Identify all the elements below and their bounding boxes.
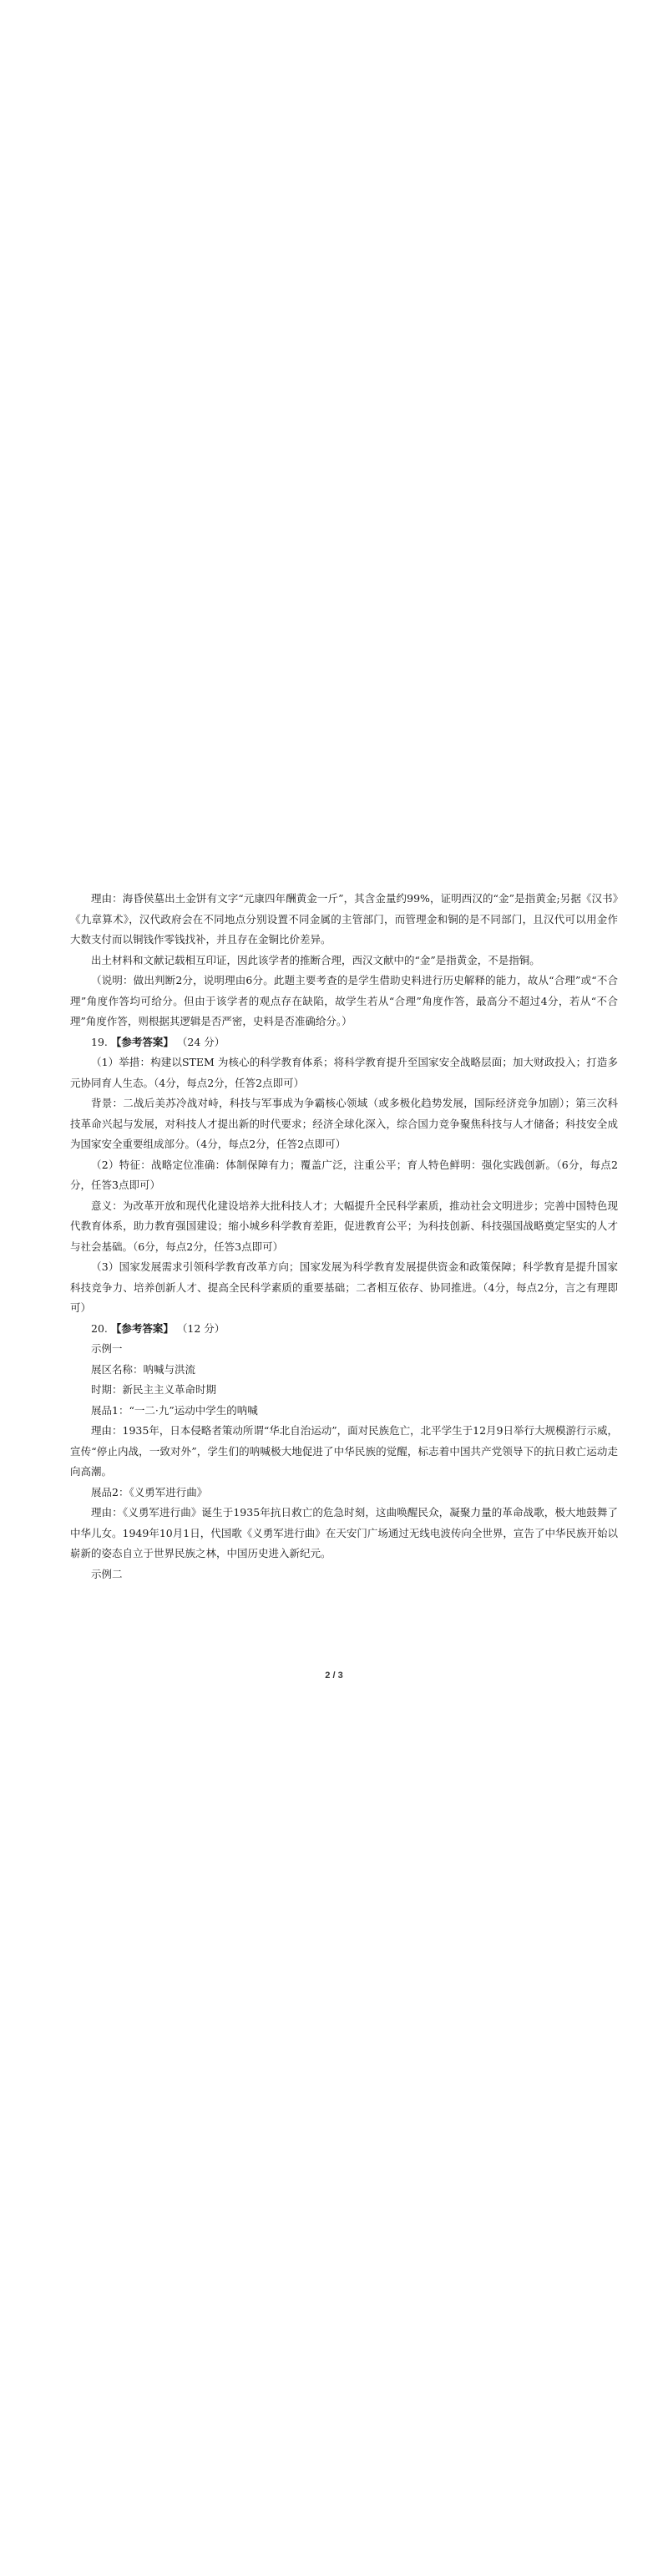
exhibit-1-reason: 理由：1935年，日本侵略者策动所谓“华北自治运动”，面对民族危亡，北平学生于12月9日举行大规模游行示威，宣传“停止内战，一致对外”，学生们的呐喊极大地促进了中华民族的觉醒，标志着中国共产党领导下的抗日救亡运动走向高潮。 — [70, 1424, 618, 1478]
exhibit-2-reason: 理由：《义勇军进行曲》诞生于1935年抗日救亡的危急时刻，这曲唤醒民众，凝聚力量的革命战歌，极大地鼓舞了中华儿女。1949年10月1日，代国歌《义勇军进行曲》在天安门广场通过无线电波传向全世界，宣告了中华民族开始以崭新的姿态自立于世界民族之林，中国历史进入新纪元。 — [70, 1506, 618, 1559]
q19-part2-significance: 意义：为改革开放和现代化建设培养大批科技人才；大幅提升全民科学素质，推动社会文明进步；完善中国特色现代教育体系，助力教育强国建设；缩小城乡科学教育差距，促进教育公平；为科技创新、科技强国战略奠定坚实的人才与社会基础。（6分，每点2分，任答3点即可） — [70, 1199, 618, 1253]
answer-content — [70, 889, 618, 1585]
question-score: （12 分） — [176, 1321, 225, 1335]
exhibit-area-name: 展区名称：呐喊与洪流 — [91, 1362, 196, 1376]
question-19-title — [70, 1032, 618, 1053]
question-score: （24 分） — [176, 1035, 225, 1048]
question-number: 20. — [91, 1321, 108, 1335]
answer-tag: 【参考答案】 — [110, 1321, 174, 1335]
exhibit-1: 展品1：“一二·九”运动中学生的呐喊 — [91, 1403, 258, 1417]
q19-part1-measures: （1）举措：构建以STEM 为核心的科学教育体系；将科学教育提升至国家安全战略层面；加大财政投入；打造多元协同育人生态。（4分，每点2分，任答2点即可） — [70, 1056, 618, 1089]
q19-part2-features: （2）特征：战略定位准确：体制保障有力；覆盖广泛，注重公平；育人特色鲜明：强化实践创新。（6分，每点2分，任答3点即可） — [70, 1158, 618, 1191]
q19-part1-background: 背景：二战后美苏冷战对峙，科技与军事成为争霸核心领域（或多极化趋势发展，国际经济竞争加剧）；第三次科技革命兴起与发展，对科技人才提出新的时代要求；经济全球化深入，综合国力竞争聚焦科技与人才储备；科技安全成为国家安全重要组成部分。（4分，每点2分，任答2点即可） — [70, 1097, 618, 1150]
paragraph-note: （说明：做出判断2分，说明理由6分。此题主要考查的是学生借助史料进行历史解释的能力，故从“合理”或“不合理”角度作答均可给分。但由于该学者的观点存在缺陷，故学生若从“合理”角度作答，最高分不超过4分，若从“不合理”角度作答，则根据其逻辑是否严密，史料是否准确给分。） — [70, 974, 618, 1027]
paragraph-conclusion: 出土材料和文献记载相互印证，因此该学者的推断合理，西汉文献中的“金”是指黄金，不是指铜。 — [91, 953, 540, 966]
example-one-label: 示例一 — [91, 1342, 123, 1355]
q19-part3: （3）国家发展需求引领科学教育改革方向；国家发展为科学教育发展提供资金和政策保障；科学教育是提升国家科技竞争力、培养创新人才、提高全民科学素质的重要基础；二者相互依存、协同推进。（4分，每点2分，言之有理即可） — [70, 1260, 618, 1314]
exhibit-period: 时期：新民主主义革命时期 — [91, 1383, 217, 1396]
question-number: 19. — [91, 1035, 108, 1048]
page-number: 2 / 3 — [325, 1671, 343, 1681]
question-20-title — [70, 1319, 618, 1340]
answer-tag: 【参考答案】 — [110, 1035, 174, 1048]
example-two-label: 示例二 — [91, 1567, 123, 1580]
paragraph-reason: 理由：海昏侯墓出土金饼有文字“元康四年酬黄金一斤”，其含金量约99%，证明西汉的“金”是指黄金;另据《汉书》《九章算术》，汉代政府会在不同地点分别设置不同金属的主管部门，而管理金和铜的是不同部门，且汉代可以用金作大数支付而以铜钱作零钱找补，并且存在金铜比价差异。 — [70, 892, 618, 946]
exhibit-2: 展品2：《义勇军进行曲》 — [91, 1485, 208, 1498]
